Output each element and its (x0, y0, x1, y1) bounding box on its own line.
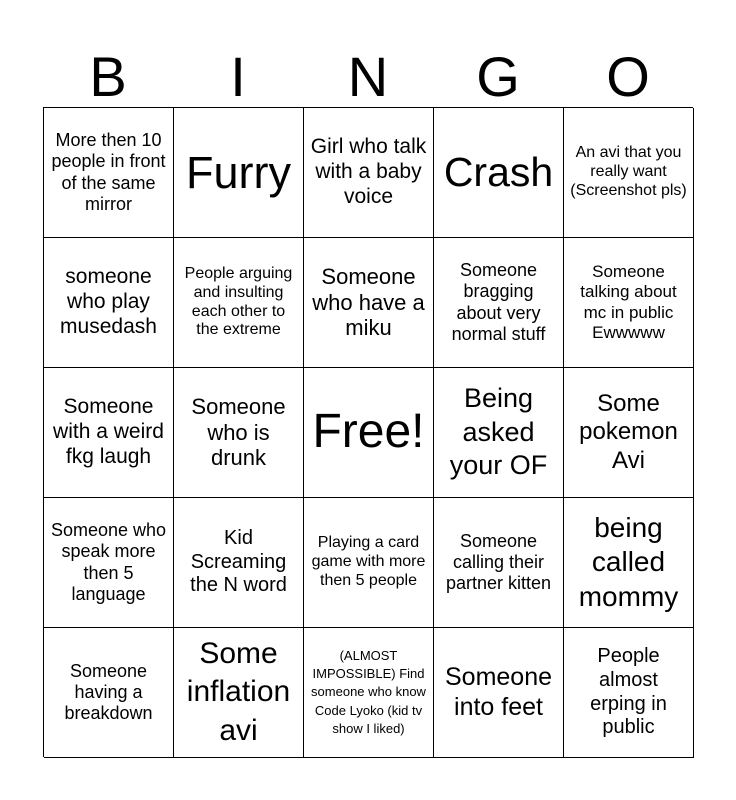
bingo-card-grid (43, 107, 693, 757)
bingo-cell[interactable]: Someone calling their partner kitten (434, 498, 564, 628)
bingo-cell[interactable]: More then 10 people in front of the same mirror (44, 108, 174, 238)
free-space-cell[interactable]: Free! (304, 368, 434, 498)
bingo-cell[interactable]: (ALMOST IMPOSSIBLE) Find someone who know Code Lyoko (kid tv show I liked) (304, 628, 434, 758)
bingo-cell[interactable]: being called mommy (564, 498, 694, 628)
bingo-cell[interactable]: Some pokemon Avi (564, 368, 694, 498)
bingo-cell[interactable]: Someone talking about mc in public Ewwwww (564, 238, 694, 368)
bingo-cell[interactable]: someone who play musedash (44, 238, 174, 368)
bingo-cell[interactable]: Girl who talk with a baby voice (304, 108, 434, 238)
bingo-cell[interactable]: People almost erping in public (564, 628, 694, 758)
header-letter-o: O (606, 45, 650, 108)
bingo-cell[interactable]: Kid Screaming the N word (174, 498, 304, 628)
bingo-cell[interactable]: An avi that you really want (Screenshot pls) (564, 108, 694, 238)
bingo-cell[interactable]: Someone bragging about very normal stuff (434, 238, 564, 368)
bingo-cell[interactable]: Someone into feet (434, 628, 564, 758)
bingo-cell[interactable]: Some inflation avi (174, 628, 304, 758)
bingo-cell[interactable]: Someone who have a miku (304, 238, 434, 368)
bingo-cell[interactable]: Someone having a breakdown (44, 628, 174, 758)
bingo-cell[interactable]: Someone who is drunk (174, 368, 304, 498)
bingo-cell[interactable]: Being asked your OF (434, 368, 564, 498)
bingo-header (43, 40, 693, 106)
header-letter-g: G (476, 45, 520, 108)
bingo-cell[interactable]: Furry (174, 108, 304, 238)
header-letter-b: B (89, 45, 127, 108)
header-letter-i: I (230, 45, 246, 108)
header-letter-n: N (347, 45, 389, 108)
bingo-cell[interactable]: Someone with a weird fkg laugh (44, 368, 174, 498)
bingo-cell[interactable]: People arguing and insulting each other to the extreme (174, 238, 304, 368)
bingo-cell[interactable]: Playing a card game with more then 5 people (304, 498, 434, 628)
bingo-cell[interactable]: Someone who speak more then 5 language (44, 498, 174, 628)
bingo-cell[interactable]: Crash (434, 108, 564, 238)
